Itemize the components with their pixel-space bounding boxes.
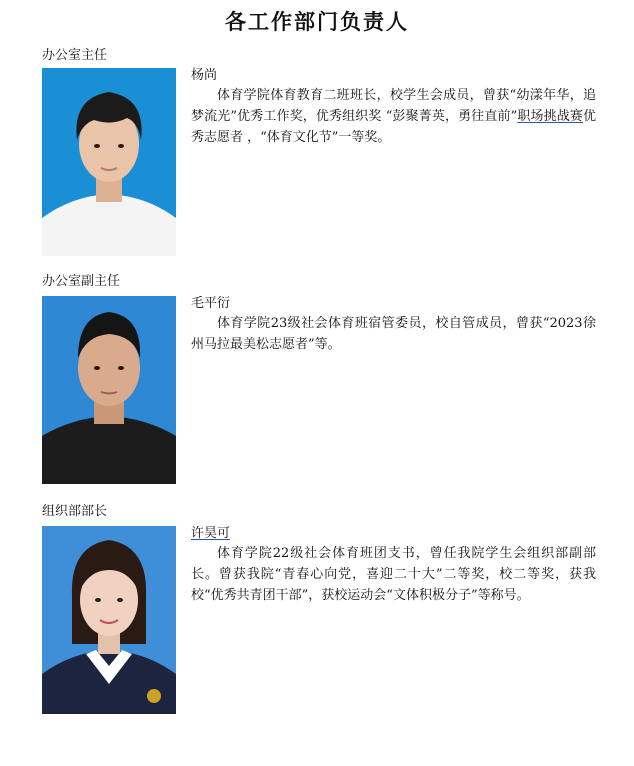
role-label-office-deputy-director: 办公室副主任: [42, 274, 121, 289]
role-label-office-director: 办公室主任: [42, 48, 108, 63]
person-bio-2: 体育学院23级社会体育班宿管委员，校自管成员，曾获“2023徐州马拉最美松志愿者”等。: [191, 316, 596, 352]
person-name-3: 许昊可: [191, 526, 231, 541]
person-bio-3: 体育学院22级社会体育班团支书，曾任我院学生会组织部副部长。曾获我院“青春心向党，喜迎二十大”二等奖，校二等奖，获我校“优秀共青团干部”，获校运动会“文体积极分子”等称号。: [191, 546, 596, 603]
role-label-organization-head: 组织部部长: [42, 504, 108, 519]
highlighted-link-text[interactable]: 职场挑战赛: [517, 109, 583, 124]
badge-icon: [147, 689, 161, 703]
portrait-photo-3: [42, 526, 176, 714]
page-title: 各工作部门负责人: [225, 9, 409, 34]
person-name-1: 杨尚: [191, 68, 218, 83]
portrait-photo-2: [42, 296, 176, 484]
shirt: [42, 416, 176, 484]
person-name-2: 毛平衍: [191, 296, 231, 311]
person-bio-1: 体育学院体育教育二班班长，校学生会成员，曾获“幼漾年华，追梦流光”优秀工作奖，优秀组织奖 “彭聚菁英，勇往直前”职场挑战赛优秀志愿者 ，“体育文化节”一等奖。: [191, 88, 596, 145]
portrait-photo-1: [42, 68, 176, 256]
